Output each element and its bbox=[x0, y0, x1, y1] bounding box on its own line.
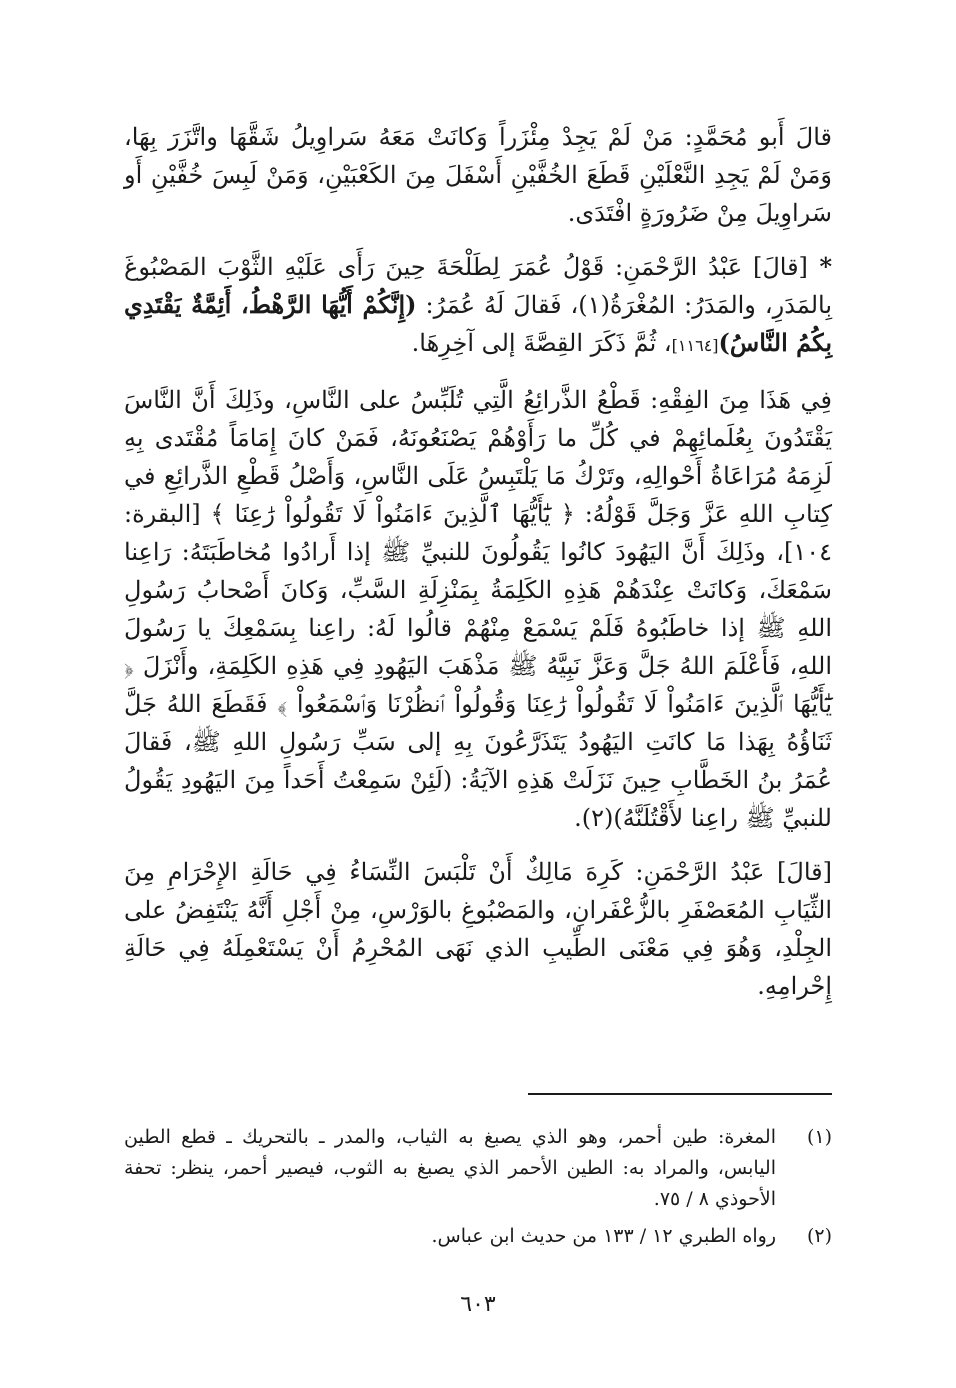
paragraph-2-text: [قالَ] عَبْدُ الرَّحْمَنِ: قَوْلُ عُمَرَ لِطَلْحَةَ حِينَ رَأَى عَلَيْهِ الثَّوْبَ المَصْبُوغَ بِالمَدَرِ، والمَدَرُ: المُغْرَةُ(١)، فَقالَ لَهُ عُمَرُ: bbox=[124, 253, 833, 319]
page-number: ٦٠٣ bbox=[460, 1292, 496, 1317]
paragraph-3-text: فِي هَذَا مِنَ الفِقْهِ: قَطْعُ الذَّرائِعُ الَّتِي تُلَبِّسُ على النَّاسِ، وذَلِكَ أَنَّ النَّاسَ يَقْتَدُونَ بِعُلَمائِهِمْ في كُلِّ ما رَأَوْهُمْ يَصْنَعُونَهُ، فَمَنْ كانَ إِمَامَاً مُقْتَدى بِهِ لَزِمَهُ مُرَاعَاةُ أَحْوالِهِ، وتَرْكُ مَا يَلْتَبِسُ عَلَى النَّاسِ، وَأَصْلُ قَطْعِ الذَّرائِعِ في كِتابِ اللهِ عَزَّ وَجَلَّ قَوْلُهُ: ﴿ يَٰٓأَيُّهَا ٱلَّذِينَ ءَامَنُواْ لَا تَقُولُواْ رَٰعِنَا ﴾ [البقرة: ١٠٤]، وذَلِكَ أَنَّ اليَهُودَ كانُوا يَقُولُونَ للنبيِّ ﷺ إذا أَرادُوا مُخاطَبَتَهُ: رَاعِنا سَمْعَكَ، وَكانَتْ عِنْدَهُمْ هَذِهِ الكَلِمَةُ بِمَنْزِلَةِ السَّبِّ، وَكانَ أَصْحابُ رَسُولِ اللهِ ﷺ إذا خاطَبُوهُ فَلَمْ يَسْمَعْ مِنْهُمْ قالُوا لَهُ: راعِنا بِسَمْعِكَ يا رَسُولَ اللهِ، فَأَعْلَمَ اللهُ جَلَّ وَعَزَّ نَبِيَّهُ ﷺ مَذْهَبَ اليَهُودِ فِي هَذِهِ الكَلِمَةِ، وأَنْزَلَ ﴿ يَٰٓأَيُّهَا ٱلَّذِينَ ءَامَنُواْ لَا تَقُولُواْ رَٰعِنَا وَقُولُواْ ٱنظُرْنَا وَٱسْمَعُواْ ﴾ فَقَطَعَ اللهُ جَلَّ ثَنَاؤُهُ بِهَذا مَا كانَتِ اليَهُودُ يَتَذَرَّعُونَ بِهِ إلى سَبِّ رَسُولِ اللهِ ﷺ، فَقالَ عُمَرُ بنُ الخَطَّابِ حِينَ نَزَلَتْ هَذِهِ الآيَةُ: (لَئِنْ سَمِعْتُ أَحَداً مِنَ اليَهُودِ يَقُولُ للنبيِّ ﷺ راعِنا لأَقْتُلَنَّهُ)(٢). bbox=[124, 386, 832, 832]
paragraph-1 bbox=[124, 118, 832, 232]
paragraph-2 bbox=[124, 248, 832, 365]
footnote-2 bbox=[124, 1221, 832, 1252]
footnote-2-number: (٢) bbox=[806, 1225, 832, 1247]
paragraph-4-text: [قالَ] عَبْدُ الرَّحْمَنِ: كَرِهَ مَالِكٌ أَنْ تَلْبَسَ النِّسَاءُ فِي حَالَةِ الإِحْرَامِ مِنَ الثِّيَابِ المُعَصْفَرِ بالزُّعْفَرانِ، والمَصْبُوغِ بالوَرْسِ، مِنْ أَجْلِ أَنَّهُ يَنْتَفِضُ على الجِلْدِ، وَهُوَ فِي مَعْنَى الطِّيبِ الذي نَهَى المُحْرِمُ أَنْ يَسْتَعْمِلَهُ فِي حَالَةِ إِحْرامِهِ. bbox=[124, 858, 832, 1000]
paragraph-2-citation: [١١٦٤] bbox=[671, 336, 719, 355]
paragraph-1-text: قالَ أَبو مُحَمَّدٍ: مَنْ لَمْ يَجِدْ مِئْزَراً وَكانَتْ مَعَهُ سَراوِيلُ شَقَّهَا واتَّزَرَ بِهَا، وَمَنْ لَمْ يَجِدِ النَّعْلَيْنِ قَطَعَ الخُفَّيْنِ أَسْفَلَ مِنَ الكَعْبَيْنِ، وَمَنْ لَبِسَ خُفَّيْنِ أَو سَراوِيلَ مِنْ ضَرُورَةٍ افْتَدَى. bbox=[124, 123, 832, 227]
paragraph-2-after: ، ثُمَّ ذَكَرَ القِصَّةَ إلى آخِرِهَا. bbox=[411, 329, 672, 357]
paragraph-4 bbox=[124, 853, 832, 1005]
footnote-divider bbox=[528, 1093, 832, 1095]
footnotes bbox=[124, 1122, 832, 1258]
paragraph-2-marker: * bbox=[807, 252, 833, 281]
paragraph-2-quote: (إِنَّكُمْ أَيُّهَا الرَّهْطُ، أَئِمَّةٌ يَقْتَدِي بِكُمُ النَّاسُ) bbox=[124, 290, 832, 357]
footnote-1-number: (١) bbox=[806, 1126, 832, 1148]
footnote-1 bbox=[124, 1122, 832, 1215]
paragraph-3 bbox=[124, 381, 832, 837]
footnote-2-text: رواه الطبري ١٢ / ١٣٣ من حديث ابن عباس. bbox=[431, 1225, 776, 1247]
footnote-1-text: المغرة: طين أحمر، وهو الذي يصبغ به الثياب، والمدر ـ بالتحريك ـ قطع الطين اليابس، والمراد به: الطين الأحمر الذي يصبغ به الثوب، فيصير أحمر، ينظر: تحفة الأحوذي ٨ / ٧٥. bbox=[124, 1126, 776, 1210]
main-text bbox=[124, 118, 832, 1021]
